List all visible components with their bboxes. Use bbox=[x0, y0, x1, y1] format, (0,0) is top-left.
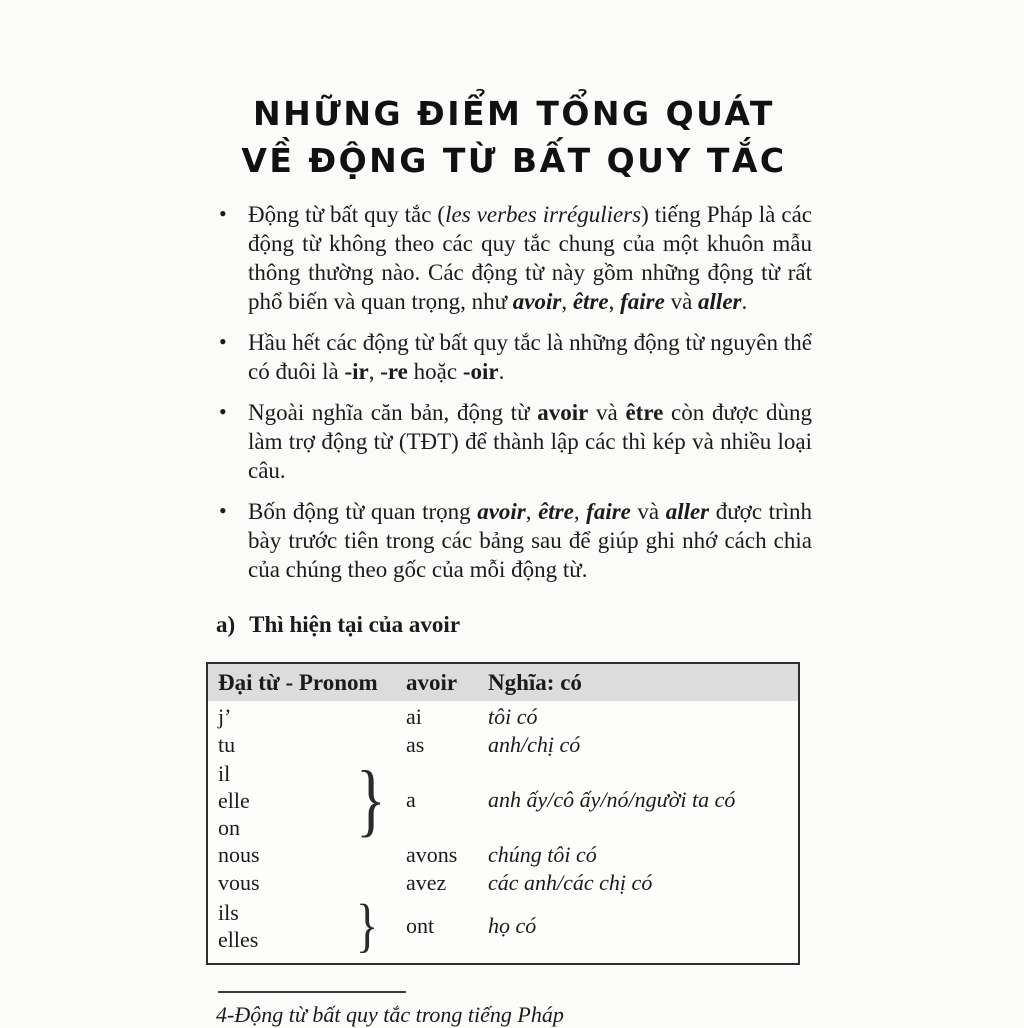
pronoun-cell bbox=[218, 731, 356, 759]
section-heading bbox=[216, 612, 812, 638]
table-row bbox=[218, 892, 798, 958]
pronoun: nous bbox=[218, 842, 260, 867]
meaning: anh ấy/cô ấy/nó/người ta có bbox=[488, 787, 736, 812]
bullet-item bbox=[216, 200, 812, 316]
bullet-item bbox=[216, 328, 812, 386]
table-row bbox=[218, 755, 798, 845]
bullet-text-run: . bbox=[741, 289, 748, 314]
grouping-brace-icon: } bbox=[356, 755, 386, 845]
pronoun-cell bbox=[218, 703, 356, 731]
bullet-marker-icon: • bbox=[219, 498, 227, 523]
bullet-text-run: les verbes irréguliers bbox=[445, 202, 642, 227]
brace-cell bbox=[356, 892, 406, 958]
bullet-text-run: còn được dùng làm trợ động từ (TĐT) để thành lập các thì kép và nhiều loại câu. bbox=[248, 400, 812, 483]
bullet-item bbox=[216, 398, 812, 485]
footer-text: 4-Động từ bất quy tắc trong tiếng Pháp bbox=[216, 1002, 564, 1027]
pronoun: elles bbox=[218, 927, 259, 952]
bullet-text-run: avoir bbox=[512, 289, 562, 314]
bullet-text-run: và bbox=[588, 400, 626, 425]
meaning: tôi có bbox=[488, 704, 538, 729]
bullet-text-run: Động từ bất quy tắc ( bbox=[248, 202, 446, 227]
bullet-text-run: faire bbox=[620, 289, 665, 314]
meaning: chúng tôi có bbox=[488, 842, 597, 867]
footnote-divider bbox=[218, 991, 406, 993]
pronoun: on bbox=[218, 814, 240, 840]
bullet-list bbox=[216, 200, 812, 584]
bullet-text-run: , bbox=[573, 499, 587, 524]
bullet-text-run: Ngoài nghĩa căn bản, động từ bbox=[248, 400, 538, 425]
brace-cell bbox=[356, 755, 406, 845]
table-body bbox=[208, 701, 798, 963]
table-row bbox=[218, 703, 798, 731]
bullet-text-run: faire bbox=[586, 499, 631, 524]
table-row bbox=[218, 731, 798, 759]
verb-form: avez bbox=[406, 870, 447, 895]
bullet-text-run: , bbox=[525, 499, 539, 524]
bullet-text-run: être bbox=[538, 499, 574, 524]
meaning: họ có bbox=[488, 913, 537, 938]
bullet-marker-icon: • bbox=[219, 329, 227, 354]
bullet-text-run: être bbox=[572, 289, 609, 314]
section-heading-marker: a) bbox=[216, 612, 236, 637]
bullet-text-run: . bbox=[498, 359, 505, 384]
bullet-text-run: , bbox=[608, 289, 621, 314]
table-header-meaning: Nghĩa: có bbox=[488, 669, 582, 695]
table-header-verb: avoir bbox=[406, 669, 458, 695]
avoir-conjugation-table bbox=[206, 662, 800, 965]
verb-form: avons bbox=[406, 842, 458, 867]
bullet-text-run: -re bbox=[380, 359, 408, 384]
bullet-text-run: avoir bbox=[537, 400, 589, 425]
pronoun-cell bbox=[218, 760, 356, 841]
page-content bbox=[216, 90, 812, 1028]
page-footer bbox=[216, 991, 812, 1028]
page-title bbox=[216, 90, 812, 184]
bullet-text-run: , bbox=[561, 289, 573, 314]
brace-cell bbox=[356, 703, 406, 731]
pronoun: ils bbox=[218, 900, 239, 925]
bullet-text-run: và bbox=[630, 499, 666, 524]
bullet-text-run: Hầu hết các động từ bất quy tắc là những động từ nguyên thể có đuôi là bbox=[248, 330, 812, 384]
meaning: các anh/các chị có bbox=[488, 870, 653, 895]
page-title-line2: VỀ ĐỘNG TỪ BẤT QUY TẮC bbox=[241, 141, 787, 180]
bullet-text-run: và bbox=[664, 289, 699, 314]
pronoun-cell bbox=[218, 899, 356, 953]
bullet-text-run: Bốn động từ quan trọng bbox=[248, 499, 478, 524]
bullet-text-run: aller bbox=[665, 499, 710, 524]
pronoun: il bbox=[218, 760, 231, 786]
table-header-row bbox=[208, 664, 798, 701]
grouping-brace-icon: } bbox=[356, 892, 379, 958]
pronoun: vous bbox=[218, 870, 260, 895]
bullet-marker-icon: • bbox=[219, 201, 227, 226]
bullet-text-run: , bbox=[368, 359, 381, 384]
bullet-text-run: hoặc bbox=[407, 359, 463, 384]
bullet-text-run: avoir bbox=[477, 499, 526, 524]
bullet-text-run: -ir bbox=[344, 359, 369, 384]
bullet-text-run: ) tiếng Pháp là các động từ không theo các quy tắc chung của một khuôn mẫu thông thường nào. Các động từ này gồm những động từ rất phổ biến và quan trọng, như bbox=[248, 202, 813, 314]
meaning: anh/chị có bbox=[488, 732, 581, 757]
pronoun-cell bbox=[218, 841, 356, 869]
brace-cell bbox=[356, 841, 406, 869]
pronoun: elle bbox=[218, 787, 250, 813]
table-row bbox=[218, 869, 798, 897]
pronoun: tu bbox=[218, 732, 236, 757]
verb-form: a bbox=[406, 787, 416, 812]
page-title-line1: NHỮNG ĐIỂM TỔNG QUÁT bbox=[253, 94, 775, 133]
bullet-text-run: être bbox=[625, 400, 664, 425]
section-heading-text: Thì hiện tại của avoir bbox=[249, 612, 461, 637]
table-row bbox=[218, 841, 798, 869]
bullet-text-run: aller bbox=[698, 289, 742, 314]
bullet-text-run: -oir bbox=[462, 359, 499, 384]
table-header-pronoun: Đại từ - Pronom bbox=[218, 669, 378, 695]
pronoun: j’ bbox=[218, 704, 232, 729]
pronoun-cell bbox=[218, 869, 356, 897]
bullet-marker-icon: • bbox=[219, 399, 227, 424]
verb-form: as bbox=[406, 732, 425, 757]
verb-form: ai bbox=[406, 704, 422, 729]
bullet-item bbox=[216, 497, 812, 584]
verb-form: ont bbox=[406, 913, 435, 938]
bullet-text-run: được trình bày trước tiên trong các bảng sau để giúp ghi nhớ cách chia của chúng theo gốc của mỗi động từ. bbox=[248, 499, 813, 582]
